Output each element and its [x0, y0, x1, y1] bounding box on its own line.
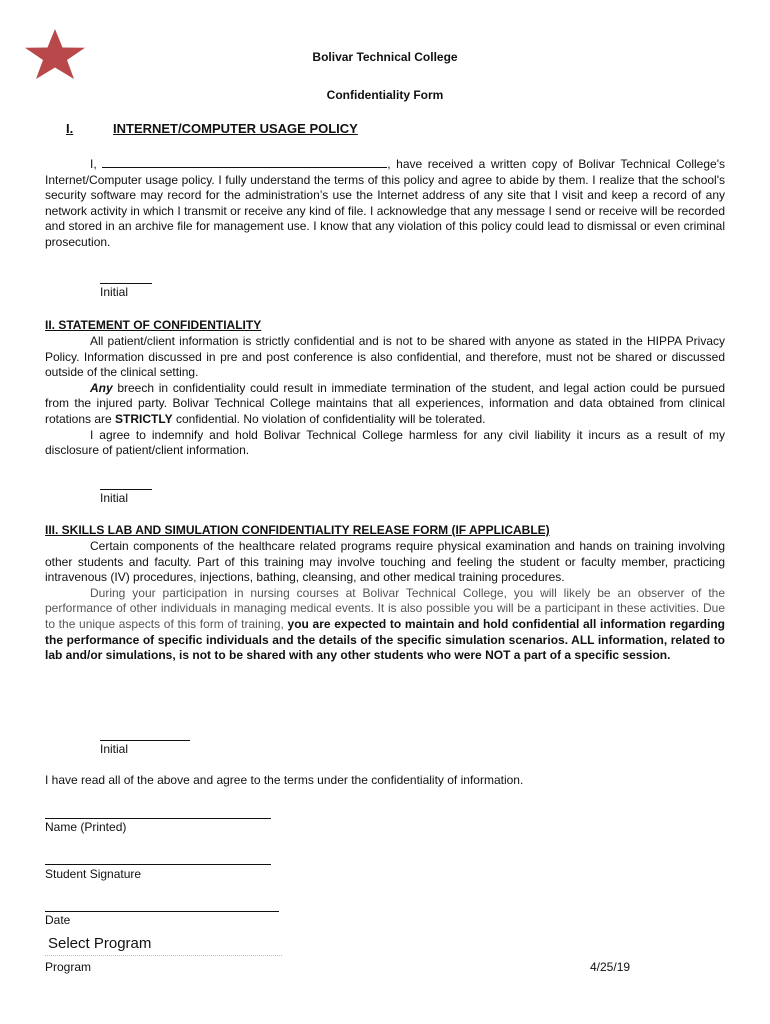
program-select[interactable]: Select Program — [45, 933, 282, 956]
initial-label-3: Initial — [100, 742, 129, 756]
revision-date: 4/25/19 — [590, 960, 631, 974]
section-1-text — [45, 156, 725, 251]
name-printed-label: Name (Printed) — [45, 820, 127, 834]
name-blank-field[interactable] — [102, 156, 387, 168]
section-2-emphasis: Any — [90, 380, 113, 395]
section-2-strong: STRICTLY — [115, 411, 173, 426]
initial-line-1[interactable] — [100, 283, 152, 284]
section-3-strong: you are expected to maintain and hold confidential all information regarding the performance of specific individuals and the details of the specific simulation scenarios. ALL information, related to lab and/or simulations, is not to be shared with any other students who were NOT a part of a specific session. — [45, 616, 725, 663]
form-title: Confidentiality Form — [326, 88, 444, 102]
section-3-para-2a: During your participation in nursing courses at Bolivar Technical College, you will likely be an observer of the performance of other individuals in managing medical events. It is also possible you will be a participant in these activities. Due to the unique aspects of this form of training, — [45, 585, 725, 631]
agreement-text: I have read all of the above and agree to the terms under the confidentiality of information. — [45, 773, 524, 787]
initial-line-3[interactable] — [100, 740, 190, 741]
initial-line-2[interactable] — [100, 489, 152, 490]
section-2-para-2a: breech in confidentiality could result in immediate termination of the student, and legal action could be pursued from the injured party. Bolivar Technical College maintains that all experiences, information and data obtained from clinical rotations are — [45, 380, 725, 426]
section-1-body: , have received a written copy of Bolivar Technical College's Internet/Computer usage policy. I fully understand the terms of this policy and agree to abide by them. I realize that the school's security software may record for the administration’s use the Internet address of any site that I visit and keep a record of any network activity in which I transmit or receive any kind of file. I acknowledge that any message I send or receive will be recorded and stored in an archive file for management use. I know that any violation of this policy could lead to dismissal or even criminal prosecution. — [45, 157, 725, 249]
student-signature-field[interactable] — [45, 864, 271, 865]
section-1-title: INTERNET/COMPUTER USAGE POLICY — [113, 121, 358, 136]
section-2-para-2b: confidential. No violation of confidentiality will be tolerated. — [172, 411, 486, 426]
student-signature-label: Student Signature — [45, 867, 142, 881]
section-1-prefix: I, — [90, 157, 97, 171]
program-label: Program — [45, 960, 92, 974]
section-3-text — [45, 539, 725, 664]
section-2-para-3: I agree to indemnify and hold Bolivar Technical College harmless for any civil liability it incurs as a result of my disclosure of patient/client information. — [45, 427, 725, 458]
section-3-para-1: Certain components of the healthcare related programs require physical examination and hands on training involving other students and faculty. Part of this training may involve touching and feeling the student or faculty member, practicing intravenous (IV) procedures, injections, bathing, cleansing, and other medical training procedures. — [45, 539, 725, 585]
section-1-number: I. — [66, 121, 74, 136]
date-field[interactable] — [45, 911, 279, 912]
section-2-para-1: All patient/client information is strictly confidential and is not to be shared with anyone as stated in the HIPPA Privacy Policy. Information discussed in pre and post conference is also confidential, and therefore, must not be shared or discussed outside of the clinical setting. — [45, 334, 725, 380]
college-name: Bolivar Technical College — [312, 50, 458, 64]
section-3-title: III. SKILLS LAB AND SIMULATION CONFIDENTIALITY RELEASE FORM (IF APPLICABLE) — [45, 523, 550, 537]
initial-label-2: Initial — [100, 491, 129, 505]
date-label: Date — [45, 913, 71, 927]
initial-label-1: Initial — [100, 285, 129, 299]
name-printed-field[interactable] — [45, 818, 271, 819]
section-2-text — [45, 334, 725, 459]
section-2-title: II. STATEMENT OF CONFIDENTIALITY — [45, 318, 262, 332]
